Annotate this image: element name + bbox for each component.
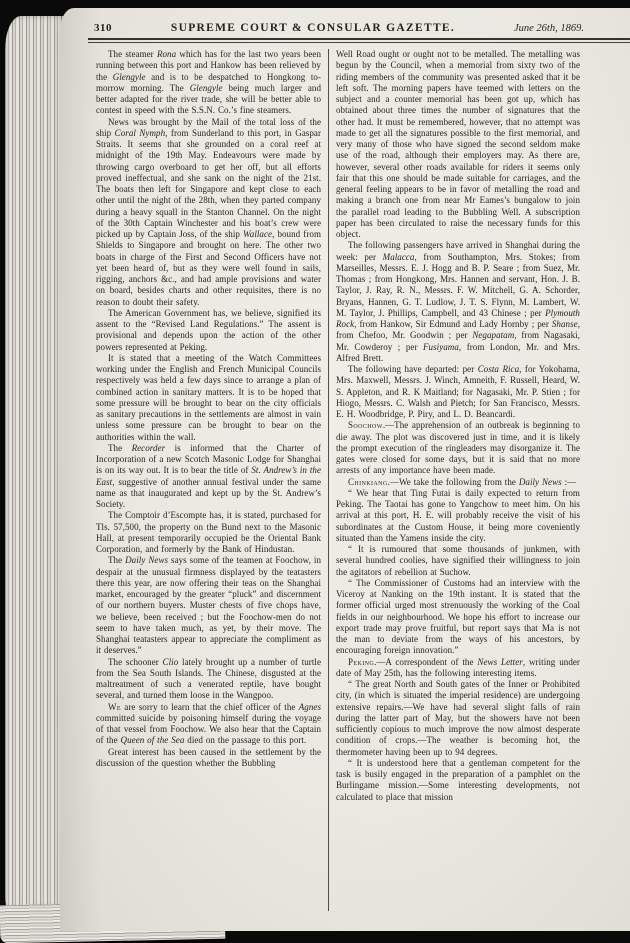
text-segment: Wallace bbox=[243, 229, 273, 239]
paragraph bbox=[96, 49, 321, 117]
text-segment: , bound from Shields to Singapore and brought on here. The other two boats in charge of the First and Second Officers have not yet been heard of, but as they were well found in sails, rigging, anchors &c., and had ample provisions and water on board, besides charts and other requisites, there is no reason to doubt their safety. bbox=[96, 229, 321, 307]
text-segment: “ It is understood here that a gentleman competent for the task is busily engaged in the preparation of a pamphlet on the Burlingame mission.—Some interesting developments, not calculated to place that mission bbox=[336, 757, 580, 802]
text-segment: The Comptoir d’Escompte has, it is stated, purchased for Tls. 57,500, the property on the Bund next to the Masonic Hall, at present temporarily occupied be the Oriental Bank Corporation, and formerly by the Bank of Hindustan. bbox=[96, 510, 321, 554]
issue-date: June 26th, 1869. bbox=[513, 23, 584, 34]
text-segment: .—A correspondent of the bbox=[374, 656, 478, 667]
text-segment: , from Sunderland to this port, in Gaspar Straits. It seems that she grounded on a coral reef at midnight of the 19th May. Endeavours were made by throwing cargo overboard to get her off, but all efforts proved ineffectual, and she sank on the night of the 21st. The boats then left for Singapore and kept close to each other until the night of the 28th, when they parted company during a heavy squall in the Stanton Channel. On the night of the 30th Captain Winchester and his boat’s crew were picked up by Captain Joss, of the ship bbox=[96, 127, 321, 239]
text-segment: died on the passage to this port. bbox=[184, 735, 307, 746]
text-segment: , from Nagasaki, Mr. Cowderoy ; per bbox=[336, 330, 580, 352]
text-segment: We bbox=[108, 701, 121, 712]
paragraph bbox=[336, 488, 580, 544]
text-segment: “ The great North and South gates of the Inner or Prohibited city, (in which is situated the imperial residence) are undergoing extensive repairs.—We have had several slight falls of rain during the latter part of May, but the showers have not been sufficiently copious to much improve the now almost desperate condition of crops.—The weather is becoming hot, the thermometer having been up to 94 degrees. bbox=[336, 679, 580, 757]
text-segment: Recorder bbox=[131, 442, 166, 453]
text-segment: being much larger and better adapted for the river trade, she will be better able to contest in speed with the S.S.N. Co.’s fine steamers. bbox=[96, 82, 321, 116]
text-segment: The following have departed: per bbox=[348, 364, 478, 374]
text-segment: Glengyle bbox=[189, 82, 223, 93]
text-segment: News was brought by the Mail of the total loss of the ship bbox=[96, 116, 321, 138]
page-header bbox=[94, 22, 584, 34]
paragraph bbox=[336, 544, 580, 578]
masthead-title: SUPREME COURT & CONSULAR GAZETTE. bbox=[170, 22, 456, 34]
paragraph bbox=[96, 353, 321, 443]
right-column bbox=[336, 49, 580, 911]
column-divider bbox=[328, 49, 329, 911]
text-segment: Daily News bbox=[125, 555, 169, 566]
text-segment: lately brought up a number of turtle from the Sea South Islands. The Chinese, disgusted at the maltreatment of such a venerated reptile, have bought several, and turned them loose in the Wangpoo. bbox=[96, 656, 321, 701]
book-page-edges-left bbox=[5, 16, 65, 917]
paragraph bbox=[336, 679, 580, 758]
text-segment: :— bbox=[561, 476, 577, 487]
text-segment: “ The Commissioner of Customs had an interview with the Viceroy at Nanking on the 19th instant. It is stated that the former official urged most strenuously the working of the Coal fields in our neighbourhood. We hope his effort to increase our export trade may prove fruitful, but report says that Ma is not the man to deviate from the ways of his ancestors, by encouraging foreign innovation.” bbox=[336, 577, 580, 656]
text-segment: The bbox=[108, 555, 126, 566]
text-segment: Fusiyama bbox=[423, 341, 459, 352]
text-segment: Clio bbox=[162, 656, 179, 667]
text-segment: News Letter bbox=[477, 656, 523, 667]
text-segment: The American Government has, we believe, signified its assent to the “Revised Land Regulations.” The assent is provisional and depends upon the action of the other powers represented at Peking. bbox=[96, 307, 321, 352]
text-segment: St. Andrew’s in the East bbox=[96, 465, 321, 487]
text-segment: says some of the teamen at Foochow, in despair at the unusual firmness displayed by the teatasters there this year, are now offering their teas on the Shanghai market, encouraged by the greater “pluck” and discernment of our northern buyers. Muster chests of five chops have, we believe, been received ; but the Foochow-men do not seem to have taken much, as yet, by their move. The Shanghai teatasters appear to appreciate the compliment as it deserves.” bbox=[96, 555, 321, 656]
text-segment: , for Yokohama, Mrs. Maxwell, Messrs. J. Winch, Amneith, F. Russell, Heard, W. S. Appleton, and R. K Maitland; for Nagasaki, Mr. P. Stien ; for Hiogo, Messrs. C. Walsh and Pietch; for San Francisco, Messrs. E. H. Woodbridge, P. Piry, and L. D. Beancardi. bbox=[336, 364, 580, 419]
text-segment: which has for the last two years been running between this port and Hankow has been relieved by the bbox=[96, 49, 321, 82]
text-segment: , from Hankow, Sir Edmund and Lady Hornby ; per bbox=[354, 319, 552, 329]
text-segment: “ We hear that Ting Futai is daily expected to return from Peking. The Taotai has gone to Yangchow to meet him. On his arrival at this port, H. E. will probably receive the visit of his subordinates at the Custom House, it being more coveniently situated than the Yamens inside the city. bbox=[336, 487, 580, 543]
text-segment: The steamer bbox=[108, 49, 157, 59]
paragraph bbox=[336, 364, 580, 420]
paragraph bbox=[96, 443, 321, 511]
text-segment: Plymouth Rock bbox=[336, 307, 580, 329]
paragraph bbox=[96, 657, 321, 702]
text-segment: Soochow bbox=[348, 420, 383, 431]
text-segment: Rona bbox=[156, 49, 177, 59]
page-number: 310 bbox=[94, 22, 112, 34]
text-segment: and is to be despatched to Hongkong to-morrow morning. The bbox=[96, 71, 321, 93]
paragraph bbox=[96, 747, 321, 770]
text-segment: Glengyle bbox=[112, 71, 146, 82]
text-segment: Great interest has been caused in the settlement by the discussion of the question whether the Bubbling bbox=[96, 746, 321, 768]
text-segment: The schooner bbox=[108, 656, 163, 667]
paragraph bbox=[336, 657, 580, 680]
paragraph bbox=[96, 308, 321, 353]
paragraph bbox=[96, 555, 321, 656]
text-segment: Chinkiang bbox=[348, 476, 388, 487]
text-segment: Costa Rica bbox=[477, 364, 520, 374]
paragraph bbox=[336, 477, 580, 488]
text-segment: Well Road ought or ought not to be metalled. The metalling was begun by the Council, when a memorial from sixty two of the riding members of the community was presented asked that it be left soft. The morning papers have teemed with letters on the subject and a counter memorial has been got up, which has obtained about three times the number of signatures that the other had. It must be remembered, however, that no attempt was made to get all the signatures possible to the first memorial, and very many of those who have signed the second seldom make use of the road, although their employers may. As there are, however, several other roads available for riders it seems only fair that this one should be made suitable for carriages, and the general feeling appears to be in favor of metalling the road and making a branch one from near Mr Eames’s bungalow to join the parallel road leading to the Bubbling Well. A subscription paper has been circulated to raise the necessary funds for this object. bbox=[336, 49, 580, 239]
newspaper-page bbox=[60, 8, 630, 931]
text-segment: The following passengers have arrived in Shanghai during the week: per bbox=[336, 240, 580, 262]
text-segment: Negapatam bbox=[472, 330, 515, 341]
paragraph bbox=[336, 49, 580, 240]
paragraph bbox=[336, 240, 580, 364]
text-segment: , from Chefoo, Mr. Goodwin ; per bbox=[336, 319, 580, 341]
text-segment: , suggestive of another annual festival under the same name as that inaugurated and kept up by the St. Andrew’s Society. bbox=[96, 476, 321, 509]
paragraph bbox=[336, 578, 580, 657]
text-segment: Shanse bbox=[551, 319, 578, 329]
text-segment: It is stated that a meeting of the Watch Committees working under the English and French Municipal Councils respectively was held a few days since to arrange a plan of combined action in sanitary matters. It is to be hoped that some pressure will be brought to bear on the city officials as sanitary precautions in the settlements are almost in vain unless some pressure can be brought to bear on the authorities within the wall. bbox=[96, 352, 321, 442]
text-segment: are sorry to learn that the chief officer of the bbox=[120, 701, 299, 712]
paragraph bbox=[96, 117, 321, 308]
text-segment: , from London, Mr. and Mrs. Alfred Brett. bbox=[336, 341, 580, 363]
paragraph bbox=[96, 702, 321, 747]
text-segment: committed suicide by poisoning himself during the voyage of that vessel from Foochow. We also hear that the Captain of the bbox=[96, 712, 321, 746]
text-segment: Daily News bbox=[518, 476, 562, 487]
text-segment: .—We take the following from the bbox=[387, 476, 519, 487]
text-segment: Queen of the Sea bbox=[120, 735, 185, 746]
text-segment: , from Southampton, Mrs. Stokes; from Marseilles, Messrs. E. J. Hogg and B. P. Seare ; from Suez, Mr. Thomas ; from Hongkong, Mrs. Hannen and servant, Hon. J. B. Taylor, J. Ray, R. N., Messrs. F. W. Mitchell, G. A. Schorder, Bryans, Hannen, G. T. Ludlow, J. T. S. Flynn, M. Lambert, W. M. Taylor, J. Phillips, Campbell, and 43 Chinese ; per bbox=[336, 251, 580, 318]
text-segment: The bbox=[108, 442, 132, 453]
paragraph bbox=[336, 420, 580, 476]
text-segment: Peking bbox=[348, 656, 375, 667]
text-segment: , writing under date of May 25th, has the following interesting items. bbox=[336, 656, 580, 678]
paragraph bbox=[96, 510, 321, 555]
text-segment: “ It is rumoured that some thousands of junkmen, with several hundred coolies, have signified their willingness to join the agitators of rebellion at Suchow. bbox=[336, 544, 580, 577]
text-columns bbox=[60, 43, 630, 911]
paragraph bbox=[336, 758, 580, 803]
text-segment: Malacca bbox=[382, 251, 415, 262]
text-segment: Coral Nymph bbox=[114, 127, 166, 138]
text-segment: Agnes bbox=[298, 701, 321, 712]
left-column bbox=[96, 49, 321, 911]
text-segment: .—The apprehension of an outbreak is beginning to die away. The plot was discovered just in time, and it is likely the prompt execution of the ringleaders may disorganize it. The gates were closed for some days, but it is said that no more arrests of any importance have been made. bbox=[336, 420, 580, 476]
text-segment: is informed that the Charter of Incorporation of a new Scotch Masonic Lodge for Shanghai is on its way out. It is to bear the title of bbox=[96, 442, 321, 476]
